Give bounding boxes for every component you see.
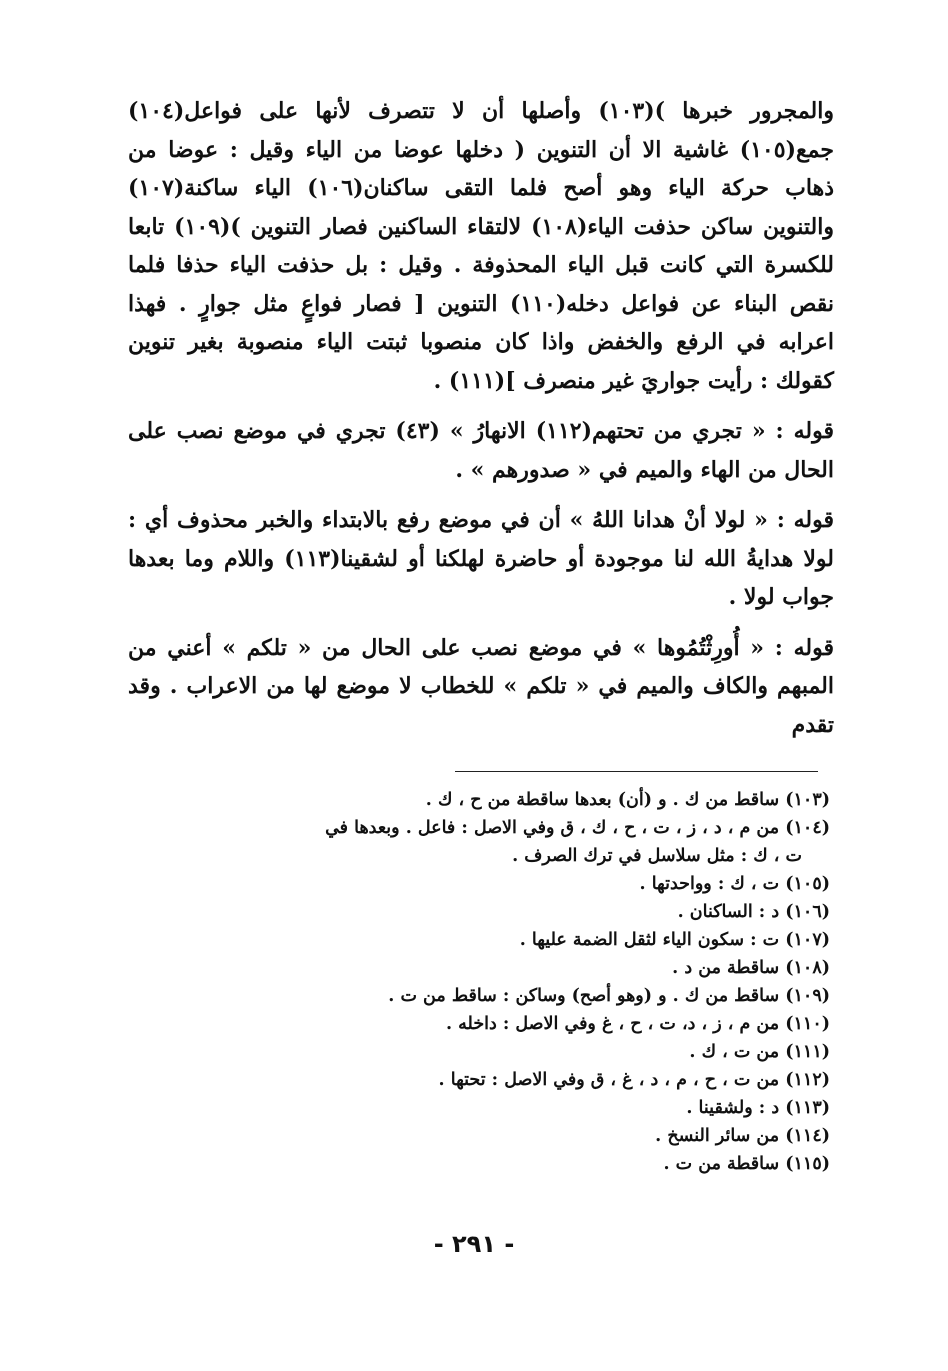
footnote-number: (١٠٩) — [785, 986, 830, 1006]
footnote-number: (١١٥) — [785, 1154, 830, 1174]
footnote-text: من ت ، ح ، م ، د ، غ ، ق وفي الاصل : تحتها . — [438, 1070, 780, 1090]
footnote-text: ت : سكون الياء لثقل الضمة عليها . — [519, 930, 780, 950]
footnote — [120, 1066, 830, 1094]
footnote-text: ساقطة من ت . — [663, 1154, 780, 1174]
footnote-number: (١١١) — [785, 1042, 830, 1062]
footnote-text: من سائر النسخ . — [655, 1126, 780, 1146]
footnote-continuation: ت ، ك : مثل سلاسل في ترك الصرف . — [512, 846, 802, 866]
footnotes-list — [120, 786, 830, 1178]
main-text — [128, 92, 834, 744]
footnote-text: من م ، د ، ز ، ت ، ح ، ك ، ق وفي الاصل : فاعل . وبعدها في — [325, 818, 780, 838]
footnote — [120, 982, 830, 1010]
footnote-text: من ت ، ك . — [689, 1042, 780, 1062]
footnote-number: (١٠٥) — [785, 874, 830, 894]
footnote-text: ساقط من ك . و (أن) بعدها ساقطة من ح ، ك . — [425, 790, 780, 810]
footnote-number: (١١٤) — [785, 1126, 830, 1146]
page-number: - ٢٩١ - — [433, 1230, 515, 1258]
footnote-text: د : ولشقينا . — [686, 1098, 780, 1118]
footnote-number: (١٠٧) — [785, 930, 830, 950]
footnote-number: (١٠٨) — [785, 958, 830, 978]
footnote-number: (١١٢) — [785, 1070, 830, 1090]
footnote — [120, 1094, 830, 1122]
footnote — [120, 1038, 830, 1066]
paragraph-2: قوله : « تجري من تحتهم(١١٢) الانهارُ » (٤٣) تجري في موضع نصب على الحال من الهاء والميم في « صدورهم » . — [128, 418, 834, 483]
footnote-text: ساقط من ك . و (وهو أصح) وساكن : ساقط من ت . — [388, 986, 780, 1006]
footnote-separator — [455, 771, 818, 772]
footnote — [120, 814, 830, 870]
footnote — [120, 1150, 830, 1178]
footnote — [120, 898, 830, 926]
paragraph-4: قوله : « أُورِثْتُمُوها » في موضع نصب على الحال من « تلكم » أعني من المبهم والكاف والميم في « تلكم » للخطاب لا موضع لها من الاعراب . وقد تقدم — [128, 634, 834, 738]
paragraph-3: قوله : « لولا أنْ هدانا اللهُ » أن في موضع رفع بالابتداء والخبر محذوف أي : لولا هدايةُ الله لنا موجودة أو حاضرة لهلكنا أو لشقينا(١١٣) واللام وما بعدها جواب لولا . — [128, 507, 834, 610]
footnote — [120, 926, 830, 954]
footnote-number: (١٠٦) — [785, 902, 830, 922]
footnote-number: (١١٠) — [785, 1014, 830, 1034]
footnote — [120, 786, 830, 814]
footnote-number: (١٠٤) — [785, 818, 830, 838]
footnote-text: ساقطة من د . — [672, 958, 780, 978]
footnote-text: د : الساكنان . — [677, 902, 780, 922]
footnote-number: (١١٣) — [785, 1098, 830, 1118]
footnote — [120, 870, 830, 898]
footnote-number: (١٠٣) — [785, 790, 830, 810]
footnote — [120, 1122, 830, 1150]
footnote — [120, 1010, 830, 1038]
paragraph-1: والمجرور خبرها )(١٠٣) وأصلها أن لا تتصرف لأنها على فواعل(١٠٤) جمع(١٠٥) غاشية الا أن التنوين ( دخلها عوضا من الياء وقيل : عوضا من ذهاب حركة الياء وهو أصح فلما التقى ساكنان(١٠٦) الياء ساكنة(١٠٧) والتنوين ساكن حذفت الياء(١٠٨) لالتقاء الساكنين فصار التنوين )(١٠٩) تابعا للكسرة التي كانت قبل الياء المحذوفة . وقيل : بل حذفت الياء حذفا فلما نقص البناء عن فواعل دخله(١١٠) التنوين [ فصار فواعٍ مثل جوارٍ . فهذا اعرابه في الرفع والخفض واذا كان منصوبا ثبتت الياء منصوبة بغير تنوين كقولك : رأيت جواريَ غير منصرف ](١١١) . — [128, 98, 835, 394]
footnote-text: ت ، ك : وواحدتها . — [639, 874, 780, 894]
footnote — [120, 954, 830, 982]
footnote-text: من م ، ز ، د، ت ، ح ، غ وفي الاصل : داخله . — [445, 1014, 780, 1034]
